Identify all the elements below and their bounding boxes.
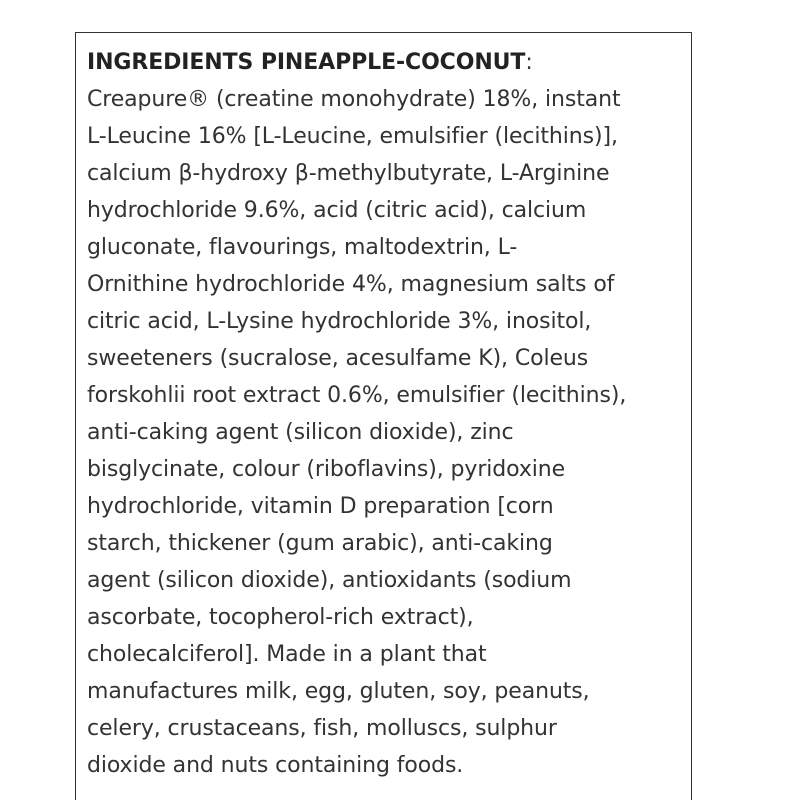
ingredients-line: sweeteners (sucralose, acesulfame K), Coleus (87, 346, 589, 371)
ingredients-line: starch, thickener (gum arabic), anti-caking (87, 531, 553, 556)
ingredients-line: anti-caking agent (silicon dioxide), zinc (87, 420, 514, 445)
ingredients-line: bisglycinate, colour (riboflavins), pyridoxine (87, 457, 566, 482)
ingredients-line: citric acid, L-Lysine hydrochloride 3%, inositol, (87, 309, 592, 334)
ingredients-line: hydrochloride, vitamin D preparation [corn (87, 494, 554, 519)
ingredients-line: dioxide and nuts containing foods. (87, 753, 464, 778)
ingredients-line: cholecalciferol]. Made in a plant that (87, 642, 487, 667)
ingredients-line: L-Leucine 16% [L-Leucine, emulsifier (lecithins)], (87, 124, 618, 149)
ingredients-line: agent (silicon dioxide), antioxidants (sodium (87, 568, 572, 593)
ingredients-line: celery, crustaceans, fish, molluscs, sulphur (87, 716, 557, 741)
ingredients-text (87, 44, 681, 784)
heading-colon: : (525, 50, 533, 75)
ingredients-line: Creapure® (creatine monohydrate) 18%, instant (87, 87, 621, 112)
ingredients-line: manufactures milk, egg, gluten, soy, peanuts, (87, 679, 590, 704)
ingredients-heading: INGREDIENTS PINEAPPLE-COCONUT (87, 50, 526, 75)
ingredients-line: calcium β-hydroxy β-methylbutyrate, L-Arginine (87, 161, 610, 186)
ingredients-line: gluconate, flavourings, maltodextrin, L- (87, 235, 518, 260)
ingredients-line: hydrochloride 9.6%, acid (citric acid), calcium (87, 198, 587, 223)
ingredients-heading-line (87, 44, 681, 81)
ingredients-line: Ornithine hydrochloride 4%, magnesium salts of (87, 272, 615, 297)
ingredients-line: ascorbate, tocopherol-rich extract), (87, 605, 474, 630)
ingredients-box (75, 32, 692, 800)
ingredients-line: forskohlii root extract 0.6%, emulsifier (lecithins), (87, 383, 627, 408)
